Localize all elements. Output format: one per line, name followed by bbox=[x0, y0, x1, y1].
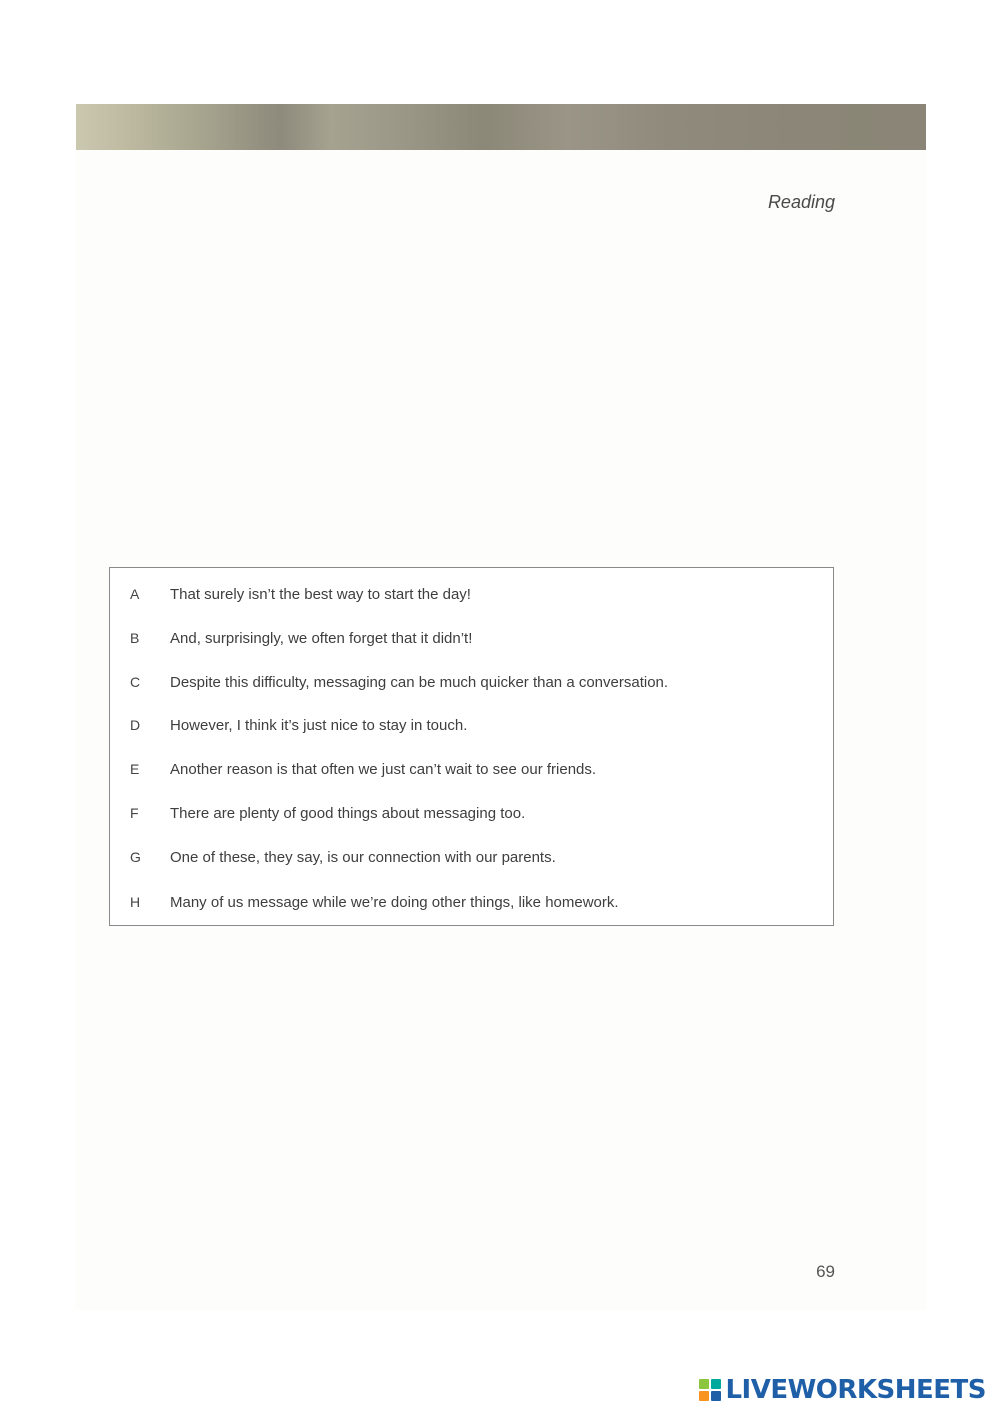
sentence-letter: G bbox=[130, 849, 141, 865]
sentence-letter: A bbox=[130, 586, 140, 602]
sentence-options-box bbox=[109, 567, 834, 926]
sentence-text: And, surprisingly, we often forget that it didn’t! bbox=[170, 629, 473, 647]
sentence-option-d bbox=[110, 714, 467, 736]
sentence-option-a bbox=[110, 583, 471, 605]
sentence-letter: C bbox=[130, 674, 141, 690]
sentence-letter: D bbox=[130, 717, 141, 733]
sentence-text: Many of us message while we’re doing other things, like homework. bbox=[170, 893, 619, 911]
sentence-text: Despite this difficulty, messaging can be much quicker than a conversation. bbox=[170, 673, 669, 691]
sentence-text: That surely isn’t the best way to start the day! bbox=[170, 585, 471, 603]
sentence-text: One of these, they say, is our connection with our parents. bbox=[170, 848, 556, 866]
header-band bbox=[76, 104, 926, 150]
sentence-option-b bbox=[110, 627, 472, 649]
liveworksheets-brand[interactable] bbox=[699, 1375, 986, 1405]
sentence-letter: H bbox=[130, 894, 141, 910]
sentence-text: However, I think it’s just nice to stay in touch. bbox=[170, 716, 468, 734]
sentence-text: There are plenty of good things about messaging too. bbox=[170, 804, 526, 822]
liveworksheets-logo-icon bbox=[699, 1379, 721, 1401]
page-number: 69 bbox=[816, 1262, 835, 1281]
sentence-text: Another reason is that often we just can’t wait to see our friends. bbox=[170, 760, 597, 778]
section-label: Reading bbox=[767, 192, 835, 212]
sentence-letter: F bbox=[130, 805, 139, 821]
sentence-option-h bbox=[110, 891, 619, 913]
sentence-option-e bbox=[110, 758, 596, 780]
brand-name: LIVEWORKSHEETS bbox=[725, 1375, 986, 1405]
sentence-option-g bbox=[110, 846, 556, 868]
sentence-letter: B bbox=[130, 630, 140, 646]
sentence-option-f bbox=[110, 802, 525, 824]
sentence-letter: E bbox=[130, 761, 140, 777]
sentence-option-c bbox=[110, 671, 668, 693]
